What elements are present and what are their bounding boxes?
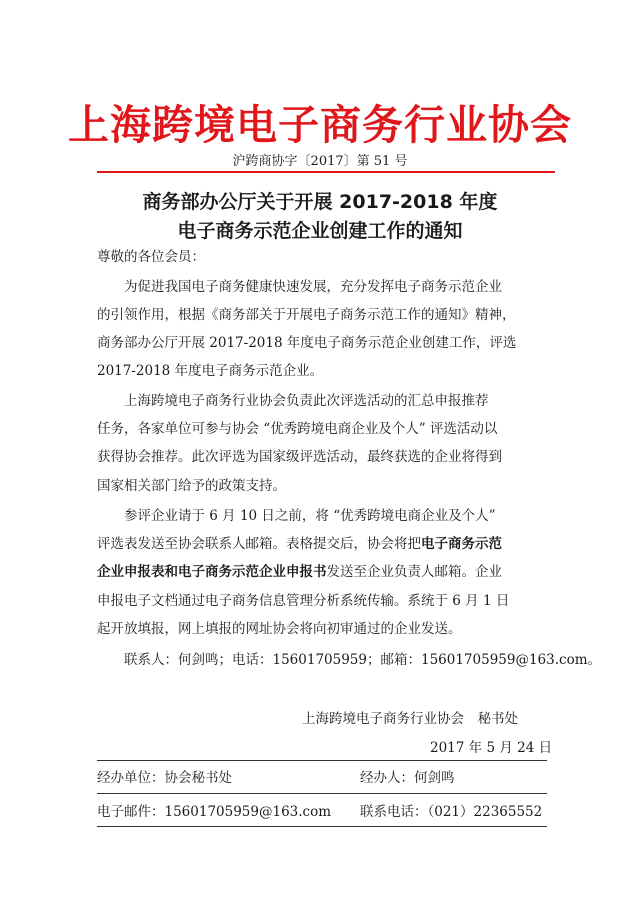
paragraph-3-text: 评选表发送至协会联系人邮箱。表格提交后，协会将把	[97, 536, 421, 552]
paragraph-3-line: 起开放填报，网上填报的网址协会将向初审通过的企业发送。	[97, 621, 462, 637]
document-number: 沪跨商协字〔2017〕第 51 号	[232, 154, 408, 169]
contact-line: 联系人：何剑鸣；电话：15601705959；邮箱：15601705959@163.com。	[124, 652, 602, 668]
paragraph-2-line: 任务，各家单位可参与协会 “优秀跨境电商企业及个人” 评选活动以	[97, 421, 498, 437]
signature: 上海跨境电子商务行业协会 秘书处	[302, 711, 518, 727]
paragraph-1-line: 的引领作用，根据《商务部关于开展电子商务示范工作的通知》精神，	[97, 307, 516, 323]
paragraph-2-line: 国家相关部门给予的政策支持。	[97, 478, 286, 494]
paragraph-1-line: 2017-2018 年度电子商务示范企业。	[97, 363, 324, 379]
red-header-rule	[97, 171, 555, 173]
footer-divider	[97, 826, 547, 827]
paragraph-1-line: 商务部办公厅开展 2017-2018 年度电子商务示范企业创建工作，评选	[97, 335, 517, 351]
paragraph-3-line	[97, 563, 502, 581]
paragraph-3-text: 发送至企业负责人邮箱。企业	[326, 564, 502, 580]
issue-date: 2017 年 5 月 24 日	[430, 740, 553, 756]
footer-divider	[97, 793, 547, 794]
handler: 经办人：何剑鸣	[360, 770, 455, 786]
footer-email: 电子邮件：15601705959@163.com	[97, 804, 332, 820]
salutation: 尊敬的各位会员：	[97, 249, 205, 265]
bold-highlight-text: 电子商务示范	[421, 536, 502, 552]
notice-title-line-1: 商务部办公厅关于开展 2017-2018 年度	[142, 191, 498, 213]
bold-highlight-text: 企业申报表和电子商务示范企业申报书	[97, 564, 327, 580]
paragraph-3-line	[97, 535, 502, 553]
handling-unit: 经办单位：协会秘书处	[97, 770, 232, 786]
paragraph-1-line: 为促进我国电子商务健康快速发展，充分发挥电子商务示范企业	[124, 279, 502, 295]
paragraph-3-line: 申报电子文档通过电子商务信息管理分析系统传输。系统于 6 月 1 日	[97, 593, 510, 609]
footer-divider	[97, 760, 547, 761]
org-title: 上海跨境电子商务行业协会	[68, 101, 572, 149]
footer-phone: 联系电话：（021）22365552	[360, 804, 543, 820]
paragraph-2-line: 上海跨境电子商务行业协会负责此次评选活动的汇总申报推荐	[124, 393, 489, 409]
paragraph-3-line: 参评企业请于 6 月 10 日之前，将 “优秀跨境电商企业及个人”	[124, 508, 496, 524]
notice-title-line-2: 电子商务示范企业创建工作的通知	[177, 220, 463, 242]
paragraph-2-line: 获得协会推荐。此次评选为国家级评选活动，最终获选的企业将得到	[97, 449, 502, 465]
